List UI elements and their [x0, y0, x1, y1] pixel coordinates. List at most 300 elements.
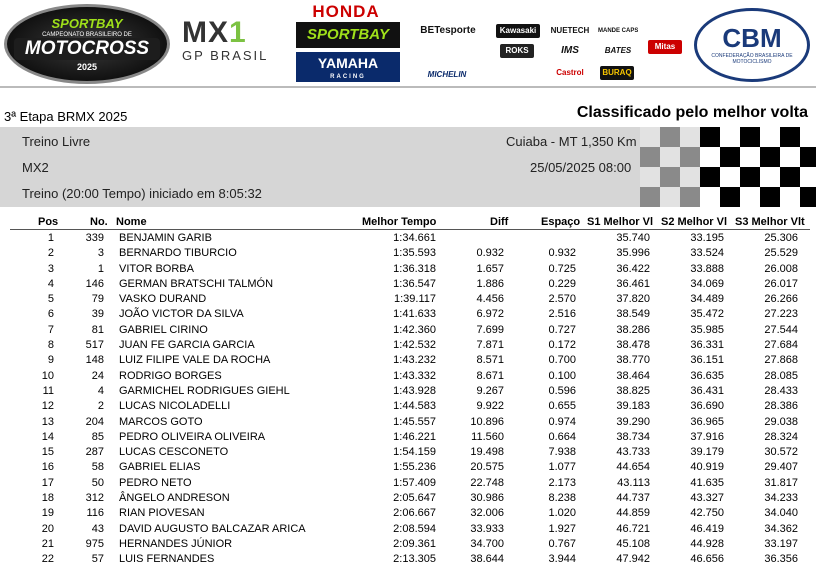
sponsor-mitas-logo: Mitas — [648, 40, 682, 54]
cell-pos: 5 — [47, 293, 54, 306]
cell-s3: 29.038 — [764, 415, 798, 428]
session-type: Treino Livre — [22, 134, 91, 149]
cell-pos: 2 — [47, 247, 54, 260]
cell-no: 204 — [85, 415, 104, 428]
championship-logo — [4, 4, 170, 84]
cell-no: 1 — [97, 262, 104, 275]
cell-pos: 22 — [41, 553, 54, 566]
cell-name: GABRIEL CIRINO — [119, 323, 208, 336]
cell-gap: 0.596 — [548, 384, 576, 397]
sponsor-nuetech-logo: NUETECH — [550, 26, 590, 35]
sponsor-michelin-logo: MICHELIN — [427, 70, 467, 79]
cell-best: 1:42.360 — [393, 323, 436, 336]
cell-name: RODRIGO BORGES — [119, 369, 222, 382]
table-row — [0, 261, 816, 276]
cell-gap: 0.725 — [548, 262, 576, 275]
cell-name: GABRIEL ELIAS — [119, 461, 201, 474]
cell-diff: 7.871 — [476, 339, 504, 352]
cell-pos: 8 — [47, 339, 54, 352]
cell-pos: 10 — [41, 369, 54, 382]
cell-s1: 44.859 — [616, 507, 650, 520]
flag-square — [800, 187, 816, 207]
cell-no: 146 — [85, 277, 104, 290]
cell-best: 1:36.318 — [393, 262, 436, 275]
cell-s3: 27.544 — [764, 323, 798, 336]
table-row — [0, 291, 816, 306]
cell-gap: 0.974 — [548, 415, 576, 428]
cell-best: 1:55.236 — [393, 461, 436, 474]
cell-best: 1:43.232 — [393, 354, 436, 367]
cell-s1: 35.740 — [616, 232, 650, 244]
cell-name: BENJAMIN GARIB — [119, 232, 212, 244]
flag-square — [800, 147, 816, 167]
cell-s2: 46.419 — [690, 522, 724, 535]
cell-no: 975 — [85, 537, 104, 550]
cell-diff: 20.575 — [470, 461, 504, 474]
cell-s3: 28.386 — [764, 400, 798, 413]
cell-gap: 7.938 — [548, 446, 576, 459]
cell-no: 3 — [97, 247, 104, 260]
event-title: 3ª Etapa BRMX 2025 — [4, 109, 128, 124]
cell-gap: 2.516 — [548, 308, 576, 321]
cell-s3: 26.008 — [764, 262, 798, 275]
cell-s2: 36.965 — [690, 415, 724, 428]
cell-pos: 12 — [41, 400, 54, 413]
cell-s3: 27.868 — [764, 354, 798, 367]
table-row — [0, 551, 816, 566]
checkered-flag-graphic — [640, 127, 816, 207]
cell-s2: 43.327 — [690, 492, 724, 505]
cell-s1: 36.461 — [616, 277, 650, 290]
cell-gap: 1.020 — [548, 507, 576, 520]
flag-square — [740, 187, 760, 207]
cell-diff: 9.267 — [476, 384, 504, 397]
yamaha-logo-name: YAMAHA — [317, 55, 379, 71]
col-header-no: No. — [90, 216, 108, 228]
banner-divider — [0, 86, 816, 88]
cell-best: 1:39.117 — [393, 293, 436, 306]
results-table-body — [0, 230, 816, 567]
flag-square — [640, 167, 660, 187]
cell-name: VITOR BORBA — [119, 262, 194, 275]
table-row — [0, 276, 816, 291]
cell-name: PEDRO OLIVEIRA OLIVEIRA — [119, 430, 266, 443]
cell-s2: 41.635 — [690, 476, 724, 489]
table-row — [0, 230, 816, 245]
flag-square — [720, 147, 740, 167]
cell-diff: 33.933 — [470, 522, 504, 535]
table-row — [0, 322, 816, 337]
cell-name: GARMICHEL RODRIGUES GIEHL — [119, 384, 290, 397]
cell-best: 1:43.928 — [393, 384, 436, 397]
flag-square — [640, 127, 660, 147]
flag-square — [760, 127, 780, 147]
cell-pos: 18 — [41, 492, 54, 505]
cell-gap: 0.727 — [548, 323, 576, 336]
cell-no: 287 — [85, 446, 104, 459]
flag-square — [800, 167, 816, 187]
cell-diff: 0.932 — [476, 247, 504, 260]
flag-square — [800, 127, 816, 147]
cell-gap: 0.932 — [548, 247, 576, 260]
cell-best: 1:57.409 — [393, 476, 436, 489]
col-header-best-time: Melhor Tempo — [362, 216, 437, 228]
cell-gap: 0.100 — [548, 369, 576, 382]
cell-s3: 25.306 — [764, 232, 798, 244]
cell-s3: 28.324 — [764, 430, 798, 443]
cell-s1: 38.286 — [616, 323, 650, 336]
cell-gap: 1.927 — [548, 522, 576, 535]
cell-name: PEDRO NETO — [119, 476, 192, 489]
cell-name: LUCAS CESCONETO — [119, 446, 229, 459]
cell-s1: 39.290 — [616, 415, 650, 428]
cell-diff: 1.657 — [476, 262, 504, 275]
cell-s1: 38.734 — [616, 430, 650, 443]
flag-square — [660, 147, 680, 167]
col-header-s2: S2 Melhor Vl — [661, 216, 728, 228]
cell-s1: 38.770 — [616, 354, 650, 367]
cell-no: 39 — [91, 308, 104, 321]
cell-s2: 35.985 — [690, 323, 724, 336]
flag-square — [760, 167, 780, 187]
cell-pos: 6 — [47, 308, 54, 321]
sponsor-banner — [0, 0, 816, 88]
cell-diff: 10.896 — [470, 415, 504, 428]
championship-year: 2025 — [76, 62, 98, 72]
flag-square — [680, 147, 700, 167]
cell-s1: 46.721 — [616, 522, 650, 535]
honda-logo: HONDA — [312, 2, 380, 21]
cell-no: 517 — [85, 339, 104, 352]
cell-no: 85 — [91, 430, 104, 443]
cell-gap: 8.238 — [548, 492, 576, 505]
col-header-name: Nome — [116, 216, 147, 228]
session-category: MX2 — [22, 160, 49, 175]
cell-s2: 44.928 — [690, 537, 724, 550]
cell-s2: 42.750 — [690, 507, 724, 520]
cell-s2: 46.656 — [690, 553, 724, 566]
cell-name: LUCAS NICOLADELLI — [119, 400, 231, 413]
cell-no: 148 — [85, 354, 104, 367]
sponsor-roks-logo: ROKS — [500, 44, 534, 58]
flag-square — [780, 167, 800, 187]
table-row — [0, 536, 816, 551]
cell-gap: 1.077 — [548, 461, 576, 474]
sponsor-buraq-logo: BURAQ — [600, 66, 634, 80]
cell-s2: 33.524 — [690, 247, 724, 260]
cell-pos: 13 — [41, 415, 54, 428]
cell-diff: 9.922 — [476, 400, 504, 413]
cell-s1: 37.820 — [616, 293, 650, 306]
cell-no: 43 — [91, 522, 104, 535]
cell-diff: 32.006 — [470, 507, 504, 520]
sponsor-castrol-logo: Castrol — [556, 68, 584, 77]
cell-name: VASKO DURAND — [119, 293, 207, 306]
cell-s2: 35.472 — [690, 308, 724, 321]
cell-s3: 36.356 — [764, 553, 798, 566]
mx1-logo-one: 1 — [229, 16, 247, 49]
cbm-logo-name: CBM — [722, 23, 782, 53]
cell-s2: 36.431 — [690, 384, 724, 397]
cell-best: 2:05.647 — [393, 492, 436, 505]
cell-diff: 30.986 — [470, 492, 504, 505]
cell-gap: 3.944 — [548, 553, 576, 566]
table-row — [0, 505, 816, 520]
cell-pos: 9 — [47, 354, 54, 367]
cell-s3: 29.407 — [764, 461, 798, 474]
cell-pos: 15 — [41, 446, 54, 459]
cell-gap: 0.172 — [548, 339, 576, 352]
cell-s1: 38.478 — [616, 339, 650, 352]
cell-name: HERNANDES JÚNIOR — [119, 537, 233, 550]
cell-s3: 34.040 — [764, 507, 798, 520]
cell-pos: 19 — [41, 507, 54, 520]
cell-no: 24 — [91, 369, 104, 382]
cell-diff: 6.972 — [476, 308, 504, 321]
flag-square — [700, 187, 720, 207]
cell-best: 2:06.667 — [393, 507, 436, 520]
table-row — [0, 398, 816, 413]
sportbay-logo: SPORTBAY — [296, 22, 400, 48]
cell-best: 2:09.361 — [393, 537, 436, 550]
flag-square — [780, 147, 800, 167]
session-start-info: Treino (20:00 Tempo) iniciado em 8:05:32 — [22, 186, 262, 201]
cell-s2: 40.919 — [690, 461, 724, 474]
cell-s1: 47.942 — [616, 553, 650, 566]
cell-s3: 31.817 — [764, 476, 798, 489]
cell-no: 4 — [97, 384, 104, 397]
cell-pos: 17 — [41, 476, 54, 489]
flag-square — [780, 127, 800, 147]
cell-diff: 7.699 — [476, 323, 504, 336]
championship-subtitle: CAMPEONATO BRASILEIRO DE — [42, 32, 132, 38]
flag-square — [720, 167, 740, 187]
cell-s3: 30.572 — [764, 446, 798, 459]
cell-gap: 0.655 — [548, 400, 576, 413]
cell-name: MARCOS GOTO — [119, 415, 203, 428]
cell-best: 1:42.532 — [393, 339, 436, 352]
mx1-gp-brasil-logo — [182, 18, 282, 68]
cell-s1: 38.549 — [616, 308, 650, 321]
flag-square — [720, 127, 740, 147]
cell-name: ÂNGELO ANDRESON — [119, 492, 230, 505]
cell-s1: 45.108 — [616, 537, 650, 550]
cell-s3: 26.266 — [764, 293, 798, 306]
cell-best: 1:44.583 — [393, 400, 436, 413]
title-bar — [0, 104, 816, 126]
yamaha-logo — [296, 52, 400, 82]
session-datetime: 25/05/2025 08:00 — [530, 160, 632, 175]
table-row — [0, 383, 816, 398]
cell-diff: 8.671 — [476, 369, 504, 382]
cell-s2: 36.690 — [690, 400, 724, 413]
cell-no: 50 — [91, 476, 104, 489]
table-row — [0, 444, 816, 459]
cell-s2: 37.916 — [690, 430, 724, 443]
cell-s3: 27.223 — [764, 308, 798, 321]
cell-no: 57 — [91, 553, 104, 566]
sponsor-betesporte-logo: BETesporte — [420, 25, 476, 36]
col-header-pos: Pos — [38, 216, 59, 228]
cell-s1: 43.113 — [617, 476, 650, 489]
table-row — [0, 337, 816, 352]
table-row — [0, 490, 816, 505]
cell-gap: 2.570 — [548, 293, 576, 306]
cell-diff: 4.456 — [476, 293, 504, 306]
championship-brand: SPORTBAY — [51, 16, 123, 31]
cell-name: LUIZ FILIPE VALE DA ROCHA — [119, 354, 271, 367]
flag-square — [660, 167, 680, 187]
cell-diff: 8.571 — [476, 354, 504, 367]
cell-s2: 33.195 — [690, 232, 724, 244]
cell-best: 2:13.305 — [393, 553, 436, 566]
cell-name: DAVID AUGUSTO BALCAZAR ARICA — [119, 522, 306, 535]
table-row — [0, 521, 816, 536]
results-table-header — [0, 214, 816, 230]
table-row — [0, 475, 816, 490]
table-row — [0, 368, 816, 383]
col-header-s1: S1 Melhor Vl — [587, 216, 654, 228]
sponsor-mandecaps-logo: MANDE CAPS — [598, 28, 638, 34]
cell-s1: 35.996 — [616, 247, 650, 260]
cell-pos: 14 — [41, 430, 54, 443]
cell-diff: 19.498 — [470, 446, 504, 459]
table-row — [0, 414, 816, 429]
cell-pos: 21 — [41, 537, 54, 550]
cell-best: 1:46.221 — [393, 430, 436, 443]
flag-square — [680, 187, 700, 207]
cell-diff: 11.560 — [471, 430, 504, 443]
cell-best: 1:34.661 — [393, 232, 436, 244]
cell-name: GERMAN BRATSCHI TALMÓN — [119, 277, 274, 290]
cell-s3: 26.017 — [764, 277, 798, 290]
cell-pos: 11 — [42, 384, 54, 397]
championship-name: MOTOCROSS — [14, 38, 160, 60]
cell-no: 2 — [97, 400, 104, 413]
cell-s1: 44.654 — [616, 461, 650, 474]
table-row — [0, 459, 816, 474]
flag-square — [780, 187, 800, 207]
cbm-logo — [694, 8, 810, 82]
cell-s1: 36.422 — [616, 262, 650, 275]
cell-s1: 43.733 — [616, 446, 650, 459]
flag-square — [660, 187, 680, 207]
sponsor-kawasaki-logo: Kawasaki — [496, 24, 540, 38]
cell-s1: 39.183 — [616, 400, 650, 413]
cell-diff: 34.700 — [470, 537, 504, 550]
flag-square — [720, 187, 740, 207]
cell-s2: 33.888 — [690, 262, 724, 275]
cell-s1: 44.737 — [616, 492, 650, 505]
flag-square — [640, 187, 660, 207]
cell-diff: 1.886 — [476, 277, 504, 290]
flag-square — [740, 147, 760, 167]
flag-square — [740, 167, 760, 187]
cbm-logo-subtitle: CONFEDERAÇÃO BRASILEIRA DE MOTOCICLISMO — [711, 53, 793, 65]
flag-square — [760, 187, 780, 207]
cell-gap: 2.173 — [548, 476, 576, 489]
cell-best: 1:41.633 — [393, 308, 436, 321]
cell-s3: 34.233 — [764, 492, 798, 505]
cell-best: 1:43.332 — [393, 369, 436, 382]
session-location: Cuiaba - MT 1,350 Km — [506, 134, 637, 149]
cell-best: 1:54.159 — [393, 446, 436, 459]
cell-best: 1:36.547 — [393, 277, 436, 290]
cell-s3: 28.433 — [764, 384, 798, 397]
cell-s2: 34.069 — [690, 277, 724, 290]
cell-s1: 38.825 — [616, 384, 650, 397]
cell-no: 339 — [85, 232, 104, 244]
cell-gap: 0.700 — [548, 354, 576, 367]
cell-gap: 0.664 — [548, 430, 576, 443]
cell-s3: 28.085 — [764, 369, 798, 382]
flag-square — [760, 147, 780, 167]
cell-name: JUAN FE GARCIA GARCIA — [119, 339, 255, 352]
flag-square — [680, 167, 700, 187]
cell-no: 58 — [91, 461, 104, 474]
cell-pos: 20 — [41, 522, 54, 535]
cell-name: LUIS FERNANDES — [119, 553, 215, 566]
flag-square — [700, 127, 720, 147]
cell-pos: 16 — [41, 461, 54, 474]
cell-pos: 3 — [47, 262, 54, 275]
mx1-logo-subtitle: GP BRASIL — [182, 48, 269, 63]
cell-best: 1:35.593 — [393, 247, 436, 260]
cell-best: 2:08.594 — [393, 522, 436, 535]
cell-s1: 38.464 — [616, 369, 650, 382]
cell-no: 79 — [91, 293, 104, 306]
cell-s3: 33.197 — [764, 537, 798, 550]
cell-pos: 1 — [47, 232, 54, 244]
cell-diff: 38.644 — [470, 553, 504, 566]
table-row — [0, 306, 816, 321]
cell-pos: 4 — [47, 277, 54, 290]
cell-name: BERNARDO TIBURCIO — [119, 247, 237, 260]
table-row — [0, 245, 816, 260]
cell-pos: 7 — [47, 323, 54, 336]
col-header-diff: Diff — [490, 216, 509, 228]
cell-s2: 36.331 — [690, 339, 724, 352]
cell-s3: 34.362 — [764, 522, 798, 535]
col-header-s3: S3 Melhor Vlt — [735, 216, 805, 228]
sponsor-bates-logo: BATES — [604, 46, 632, 55]
cell-gap: 0.767 — [548, 537, 576, 550]
mx1-logo-mx: MX — [182, 16, 229, 49]
flag-square — [660, 127, 680, 147]
cell-name: RIAN PIOVESAN — [119, 507, 205, 520]
yamaha-logo-sub: RACING — [330, 74, 366, 80]
table-row — [0, 352, 816, 367]
flag-square — [680, 127, 700, 147]
flag-square — [740, 127, 760, 147]
cell-no: 81 — [91, 323, 104, 336]
cell-s2: 39.179 — [690, 446, 724, 459]
cell-s3: 25.529 — [764, 247, 798, 260]
cell-no: 116 — [86, 507, 104, 520]
table-row — [0, 429, 816, 444]
cell-s2: 34.489 — [690, 293, 724, 306]
flag-square — [700, 147, 720, 167]
flag-square — [700, 167, 720, 187]
cell-name: JOÃO VICTOR DA SILVA — [119, 308, 244, 321]
cell-s3: 27.684 — [764, 339, 798, 352]
col-header-gap: Espaço — [541, 216, 581, 228]
sponsor-ims-logo: IMS — [561, 45, 579, 56]
cell-diff: 22.748 — [470, 476, 504, 489]
cell-no: 312 — [85, 492, 104, 505]
cell-best: 1:45.557 — [393, 415, 436, 428]
flag-square — [640, 147, 660, 167]
